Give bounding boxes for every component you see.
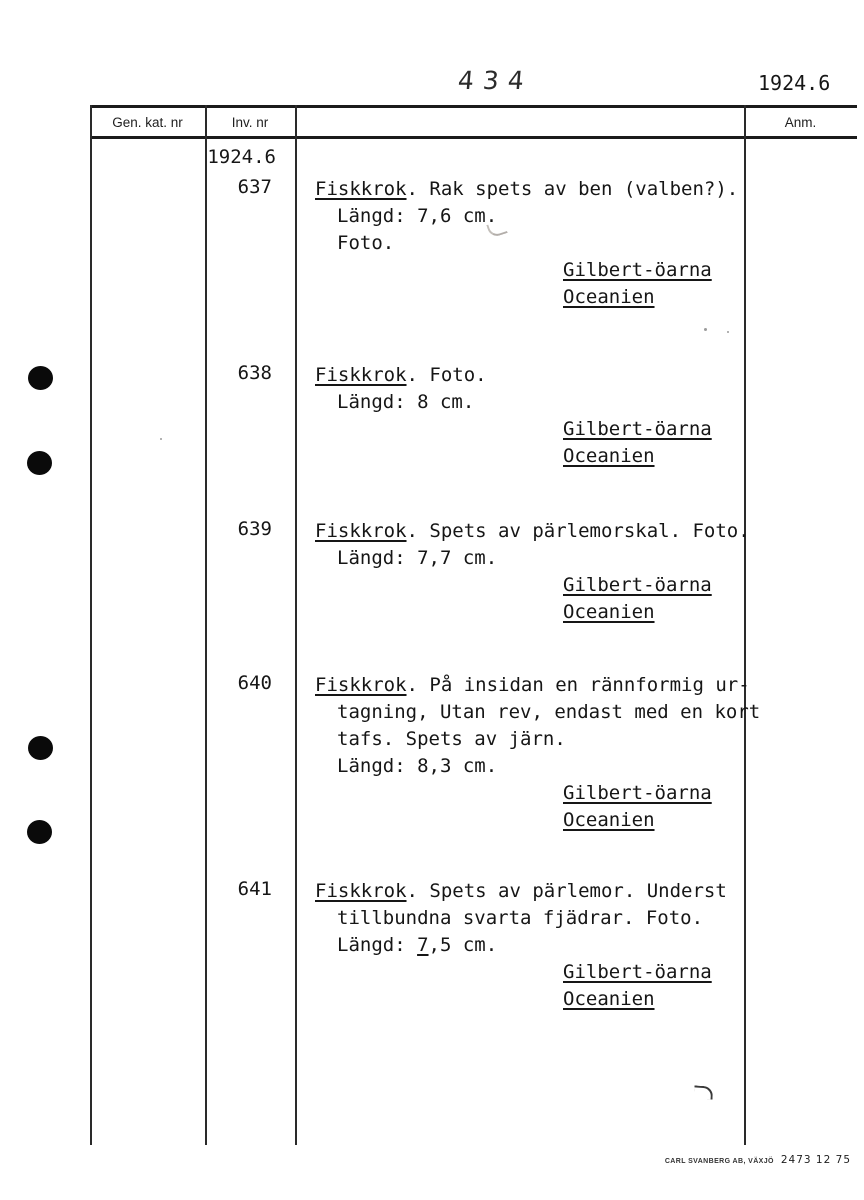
inventory-number: 641	[237, 878, 272, 900]
printer-code: 2473 12 75	[780, 1154, 851, 1166]
location-continent: Oceanien	[563, 809, 655, 831]
entry-locations	[563, 572, 864, 626]
catalog-entry-639	[0, 518, 864, 626]
scan-speck	[704, 328, 707, 331]
entry-description: . Spets av pärlemorskal. Foto.	[406, 520, 750, 542]
entry-detail: Längd: 7,7 cm.	[337, 547, 498, 569]
entry-detail: Längd: 7,5 cm.	[337, 934, 498, 956]
entry-detail: Längd: 7,6 cm.	[337, 205, 498, 227]
object-term: Fiskkrok	[315, 364, 407, 386]
object-term: Fiskkrok	[315, 178, 407, 200]
location-region: Gilbert-öarna	[563, 259, 712, 281]
entry-locations	[563, 959, 864, 1013]
object-term: Fiskkrok	[315, 520, 407, 542]
location-region: Gilbert-öarna	[563, 418, 712, 440]
location-continent: Oceanien	[563, 445, 655, 467]
location-continent: Oceanien	[563, 988, 655, 1010]
inventory-number: 638	[237, 362, 272, 384]
entry-title-line	[315, 362, 864, 389]
location-continent: Oceanien	[563, 286, 655, 308]
entry-detail: Längd: 8,3 cm.	[337, 755, 498, 777]
scan-speck	[727, 331, 729, 333]
object-term: Fiskkrok	[315, 880, 407, 902]
entry-title-line	[315, 518, 864, 545]
catalog-entry-641	[0, 878, 864, 1013]
location-region: Gilbert-öarna	[563, 961, 712, 983]
entry-title-line	[315, 672, 864, 699]
printer-name: CARL SVANBERG AB, VÄXJÖ	[664, 1158, 774, 1165]
location-region: Gilbert-öarna	[563, 574, 712, 596]
entry-description-wrap: tillbundna svarta fjädrar. Foto.	[337, 907, 704, 929]
page-number: 434	[456, 66, 534, 95]
entry-title-line	[315, 878, 864, 905]
entry-detail: Längd: 8 cm.	[337, 391, 475, 413]
entry-title-line	[315, 176, 864, 203]
inventory-number: 640	[237, 672, 272, 694]
underlined-measure: 7	[417, 934, 429, 956]
catalog-entry-640	[0, 672, 864, 834]
entry-description-wrap: tagning, Utan rev, endast med en kort	[337, 701, 761, 723]
entry-locations	[563, 416, 864, 470]
printer-footer	[665, 1154, 851, 1166]
object-term: Fiskkrok	[315, 674, 407, 696]
entry-locations	[563, 257, 864, 311]
entry-detail: Foto.	[337, 232, 395, 254]
location-region: Gilbert-öarna	[563, 782, 712, 804]
inventory-number: 639	[237, 518, 272, 540]
entry-description: . Rak spets av ben (valben?).	[406, 178, 739, 200]
column-header-gen-kat-nr: Gen. kat. nr	[112, 115, 183, 130]
inventory-number: 637	[237, 176, 272, 198]
scan-speck	[160, 438, 162, 440]
entry-locations	[563, 780, 864, 834]
entry-description: . På insidan en rännformig ur-	[406, 674, 750, 696]
entry-description: . Spets av pärlemor. Underst	[406, 880, 727, 902]
entry-description: . Foto.	[406, 364, 487, 386]
location-continent: Oceanien	[563, 601, 655, 623]
catalog-year: 1924.6	[758, 71, 831, 95]
entry-description-wrap: tafs. Spets av järn.	[337, 728, 566, 750]
catalog-entry-638	[0, 362, 864, 470]
pen-curve-mark	[694, 1085, 714, 1099]
year-group-label: 1924.6	[207, 146, 276, 168]
column-header-anm: Anm.	[784, 115, 817, 130]
column-header-inv-nr: Inv. nr	[231, 115, 269, 130]
catalog-entry-637	[0, 176, 864, 311]
